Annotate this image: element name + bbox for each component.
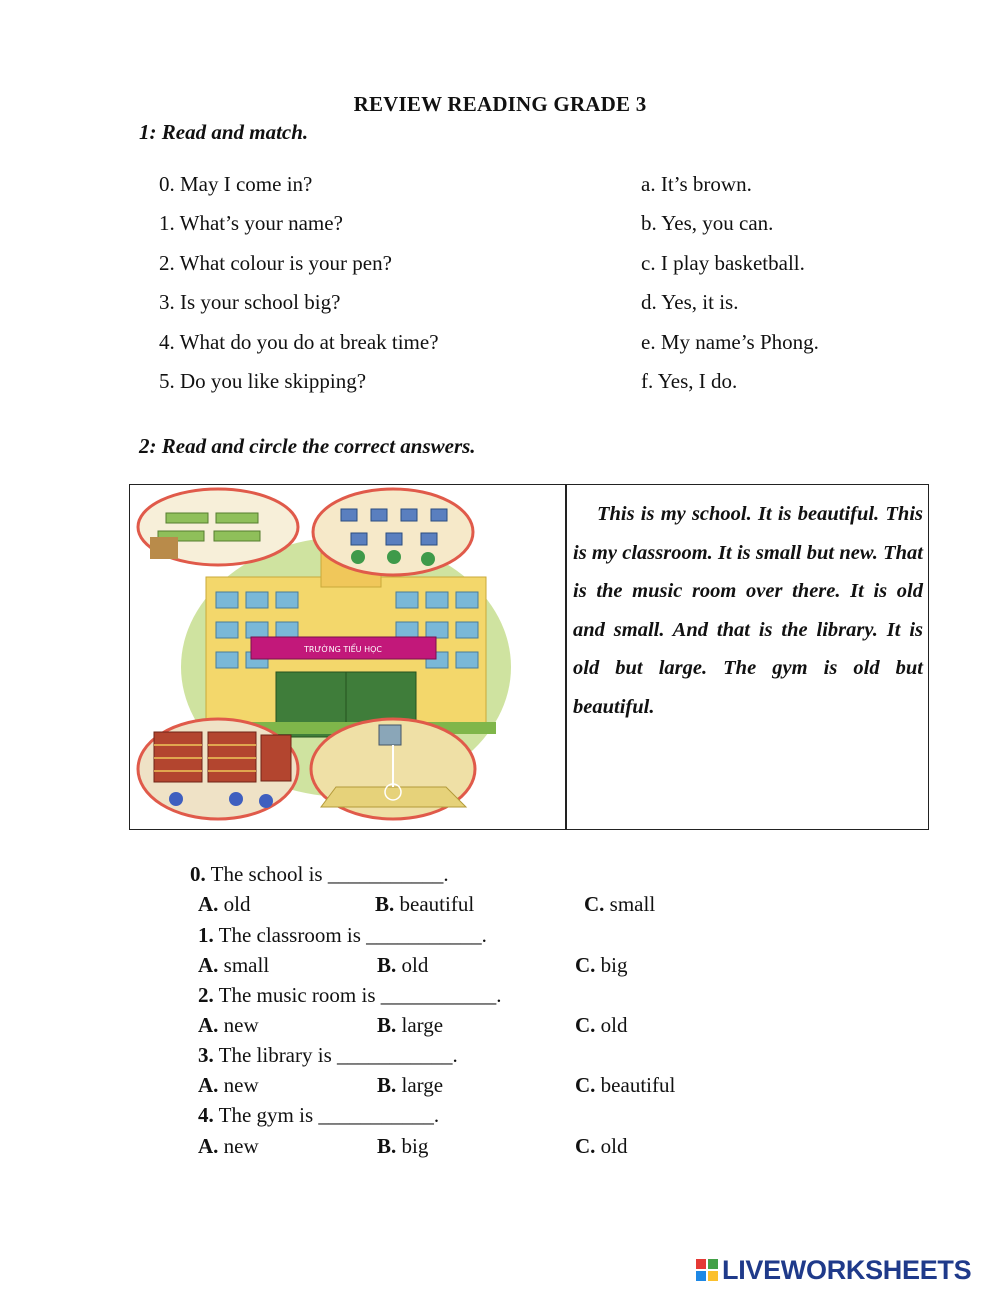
mc-option-c[interactable]: C. beautiful [575, 1073, 676, 1097]
liveworksheets-logo [696, 1253, 971, 1287]
section-1-heading: 1: Read and match. [139, 120, 309, 144]
logo-block [696, 1259, 706, 1269]
mc-option-c[interactable]: C. big [575, 953, 628, 977]
mc-option-a[interactable]: A. new [198, 1073, 259, 1097]
mc-option-b[interactable]: B. large [377, 1073, 444, 1097]
match-question: 5. Do you like skipping? [159, 369, 367, 393]
mc-option-b[interactable]: B. big [377, 1134, 429, 1158]
mc-option-a[interactable]: A. small [198, 953, 270, 977]
mc-option-a[interactable]: A. new [198, 1013, 259, 1037]
match-question: 4. What do you do at break time? [159, 330, 439, 354]
logo-block [708, 1271, 718, 1281]
logo-text: LIVEWORKSHEETS [722, 1254, 972, 1285]
logo-block [708, 1259, 718, 1269]
mc-option-c[interactable]: C. old [575, 1134, 628, 1158]
logo-block [696, 1271, 706, 1281]
match-answer: d. Yes, it is. [641, 290, 739, 314]
match-question: 3. Is your school big? [159, 290, 341, 314]
match-answer: b. Yes, you can. [641, 211, 774, 235]
mc-option-c[interactable]: C. small [584, 892, 656, 916]
logo-blocks-icon [696, 1259, 718, 1281]
mc-option-a[interactable]: A. new [198, 1134, 259, 1158]
match-question: 2. What colour is your pen? [159, 251, 392, 275]
school-sign-text: TRƯỜNG TIỂU HỌC [304, 645, 382, 654]
mc-question-2: 2. The music room is ___________. [198, 983, 502, 1007]
mc-question-3: 3. The library is ___________. [198, 1043, 458, 1067]
mc-option-c[interactable]: C. old [575, 1013, 628, 1037]
reading-passage: This is my school. It is beautiful. This is my classroom. It is small but new. That is the music room over there. It is old and small. And that is the library. It is old but large. The gym is old but beautiful. [573, 503, 923, 718]
match-answer: f. Yes, I do. [641, 369, 738, 393]
match-question: 0. May I come in? [159, 172, 313, 196]
box-divider [565, 485, 567, 829]
mc-option-b[interactable]: B. old [377, 953, 429, 977]
mc-option-b[interactable]: B. large [377, 1013, 444, 1037]
reading-box [129, 484, 929, 830]
match-answer: c. I play basketball. [641, 251, 805, 275]
match-question: 1. What’s your name? [159, 211, 343, 235]
match-answer: a. It’s brown. [641, 172, 752, 196]
match-answer: e. My name’s Phong. [641, 330, 819, 354]
mc-question-1: 1. The classroom is ___________. [198, 923, 487, 947]
mc-question-4: 4. The gym is ___________. [198, 1103, 440, 1127]
school-illustration [136, 487, 556, 827]
mc-option-b[interactable]: B. beautiful [375, 892, 475, 916]
page-title: REVIEW READING GRADE 3 [353, 92, 647, 116]
section-2-heading: 2: Read and circle the correct answers. [139, 434, 476, 458]
mc-question-0: 0. The school is ___________. [190, 862, 449, 886]
mc-option-a[interactable]: A. old [198, 892, 251, 916]
